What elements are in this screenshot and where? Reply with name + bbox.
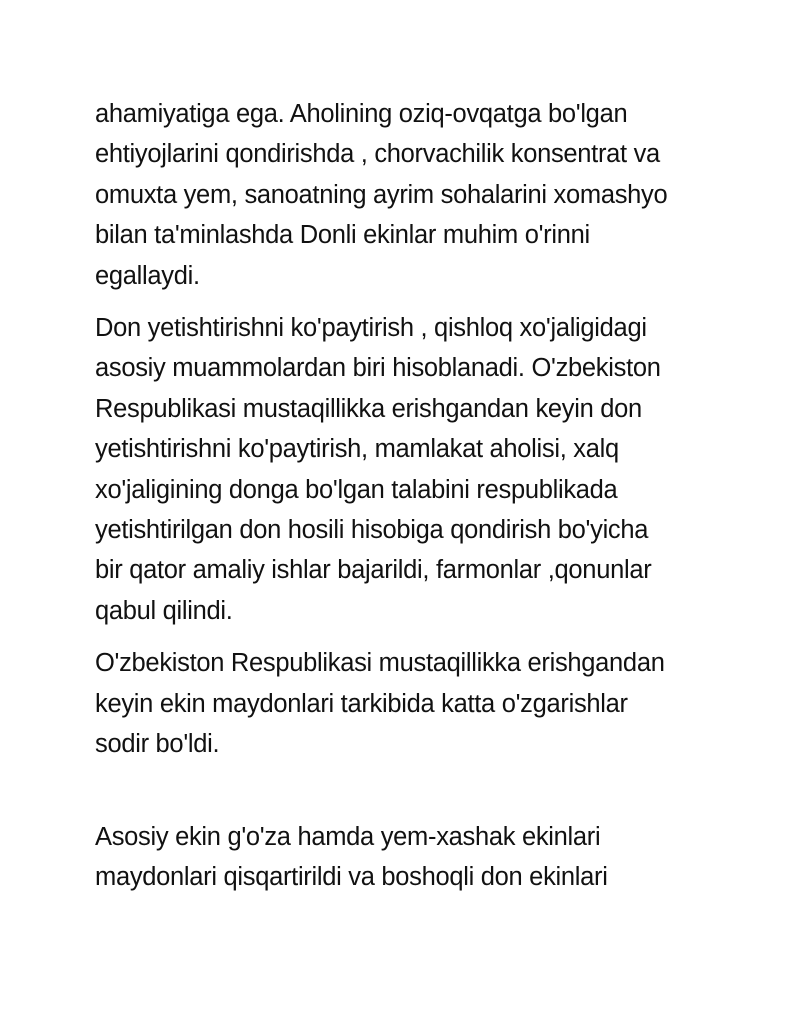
paragraph-spacer — [95, 631, 735, 643]
text-line: ahamiyatiga ega. Aholining oziq-ovqatga bo'lgan — [95, 100, 628, 128]
text-line: yetishtirilgan don hosili hisobiga qondirish bo'yicha — [95, 516, 649, 545]
text-line: maydonlari qisqartirildi va boshoqli don ekinlari — [95, 862, 608, 891]
paragraph-2 — [95, 308, 735, 631]
text-line: egallaydi. — [95, 261, 200, 290]
text-line: asosiy muammolardan biri hisoblanadi. O'zbekiston — [95, 354, 661, 383]
text-line: bilan ta'minlashda Donli ekinlar muhim o'rinni — [95, 221, 590, 250]
text-line: Don yetishtirishni ko'paytirish , qishloq xo'jaligidagi — [95, 314, 647, 343]
paragraph-4 — [95, 817, 735, 898]
text-line: omuxta yem, sanoatning ayrim sohalarini xomashyo — [95, 180, 668, 209]
text-line: Asosiy ekin g'o'za hamda yem-xashak ekinlari — [95, 822, 601, 851]
text-line: xo'jaligining donga bo'lgan talabini respublikada — [95, 475, 618, 504]
text-line: keyin ekin maydonlari tarkibida katta o'zgarishlar — [95, 689, 628, 718]
paragraph-spacer — [95, 765, 735, 817]
text-line: Respublikasi mustaqillikka erishgandan keyin don — [95, 394, 642, 423]
paragraph-1 — [95, 94, 735, 296]
text-line: sodir bo'ldi. — [95, 730, 220, 759]
text-line: O'zbekiston Respublikasi mustaqillikka erishgandan — [95, 649, 665, 678]
paragraph-3 — [95, 643, 735, 764]
paragraph-spacer — [95, 296, 735, 308]
text-line: qabul qilindi. — [95, 596, 233, 625]
text-line: ehtiyojlarini qondirishda , chorvachilik konsentrat va — [95, 140, 660, 169]
document-body — [95, 94, 735, 897]
text-line: bir qator amaliy ishlar bajarildi, farmonlar ,qonunlar — [95, 556, 652, 585]
text-line: yetishtirishni ko'paytirish, mamlakat aholisi, xalq — [95, 435, 619, 464]
